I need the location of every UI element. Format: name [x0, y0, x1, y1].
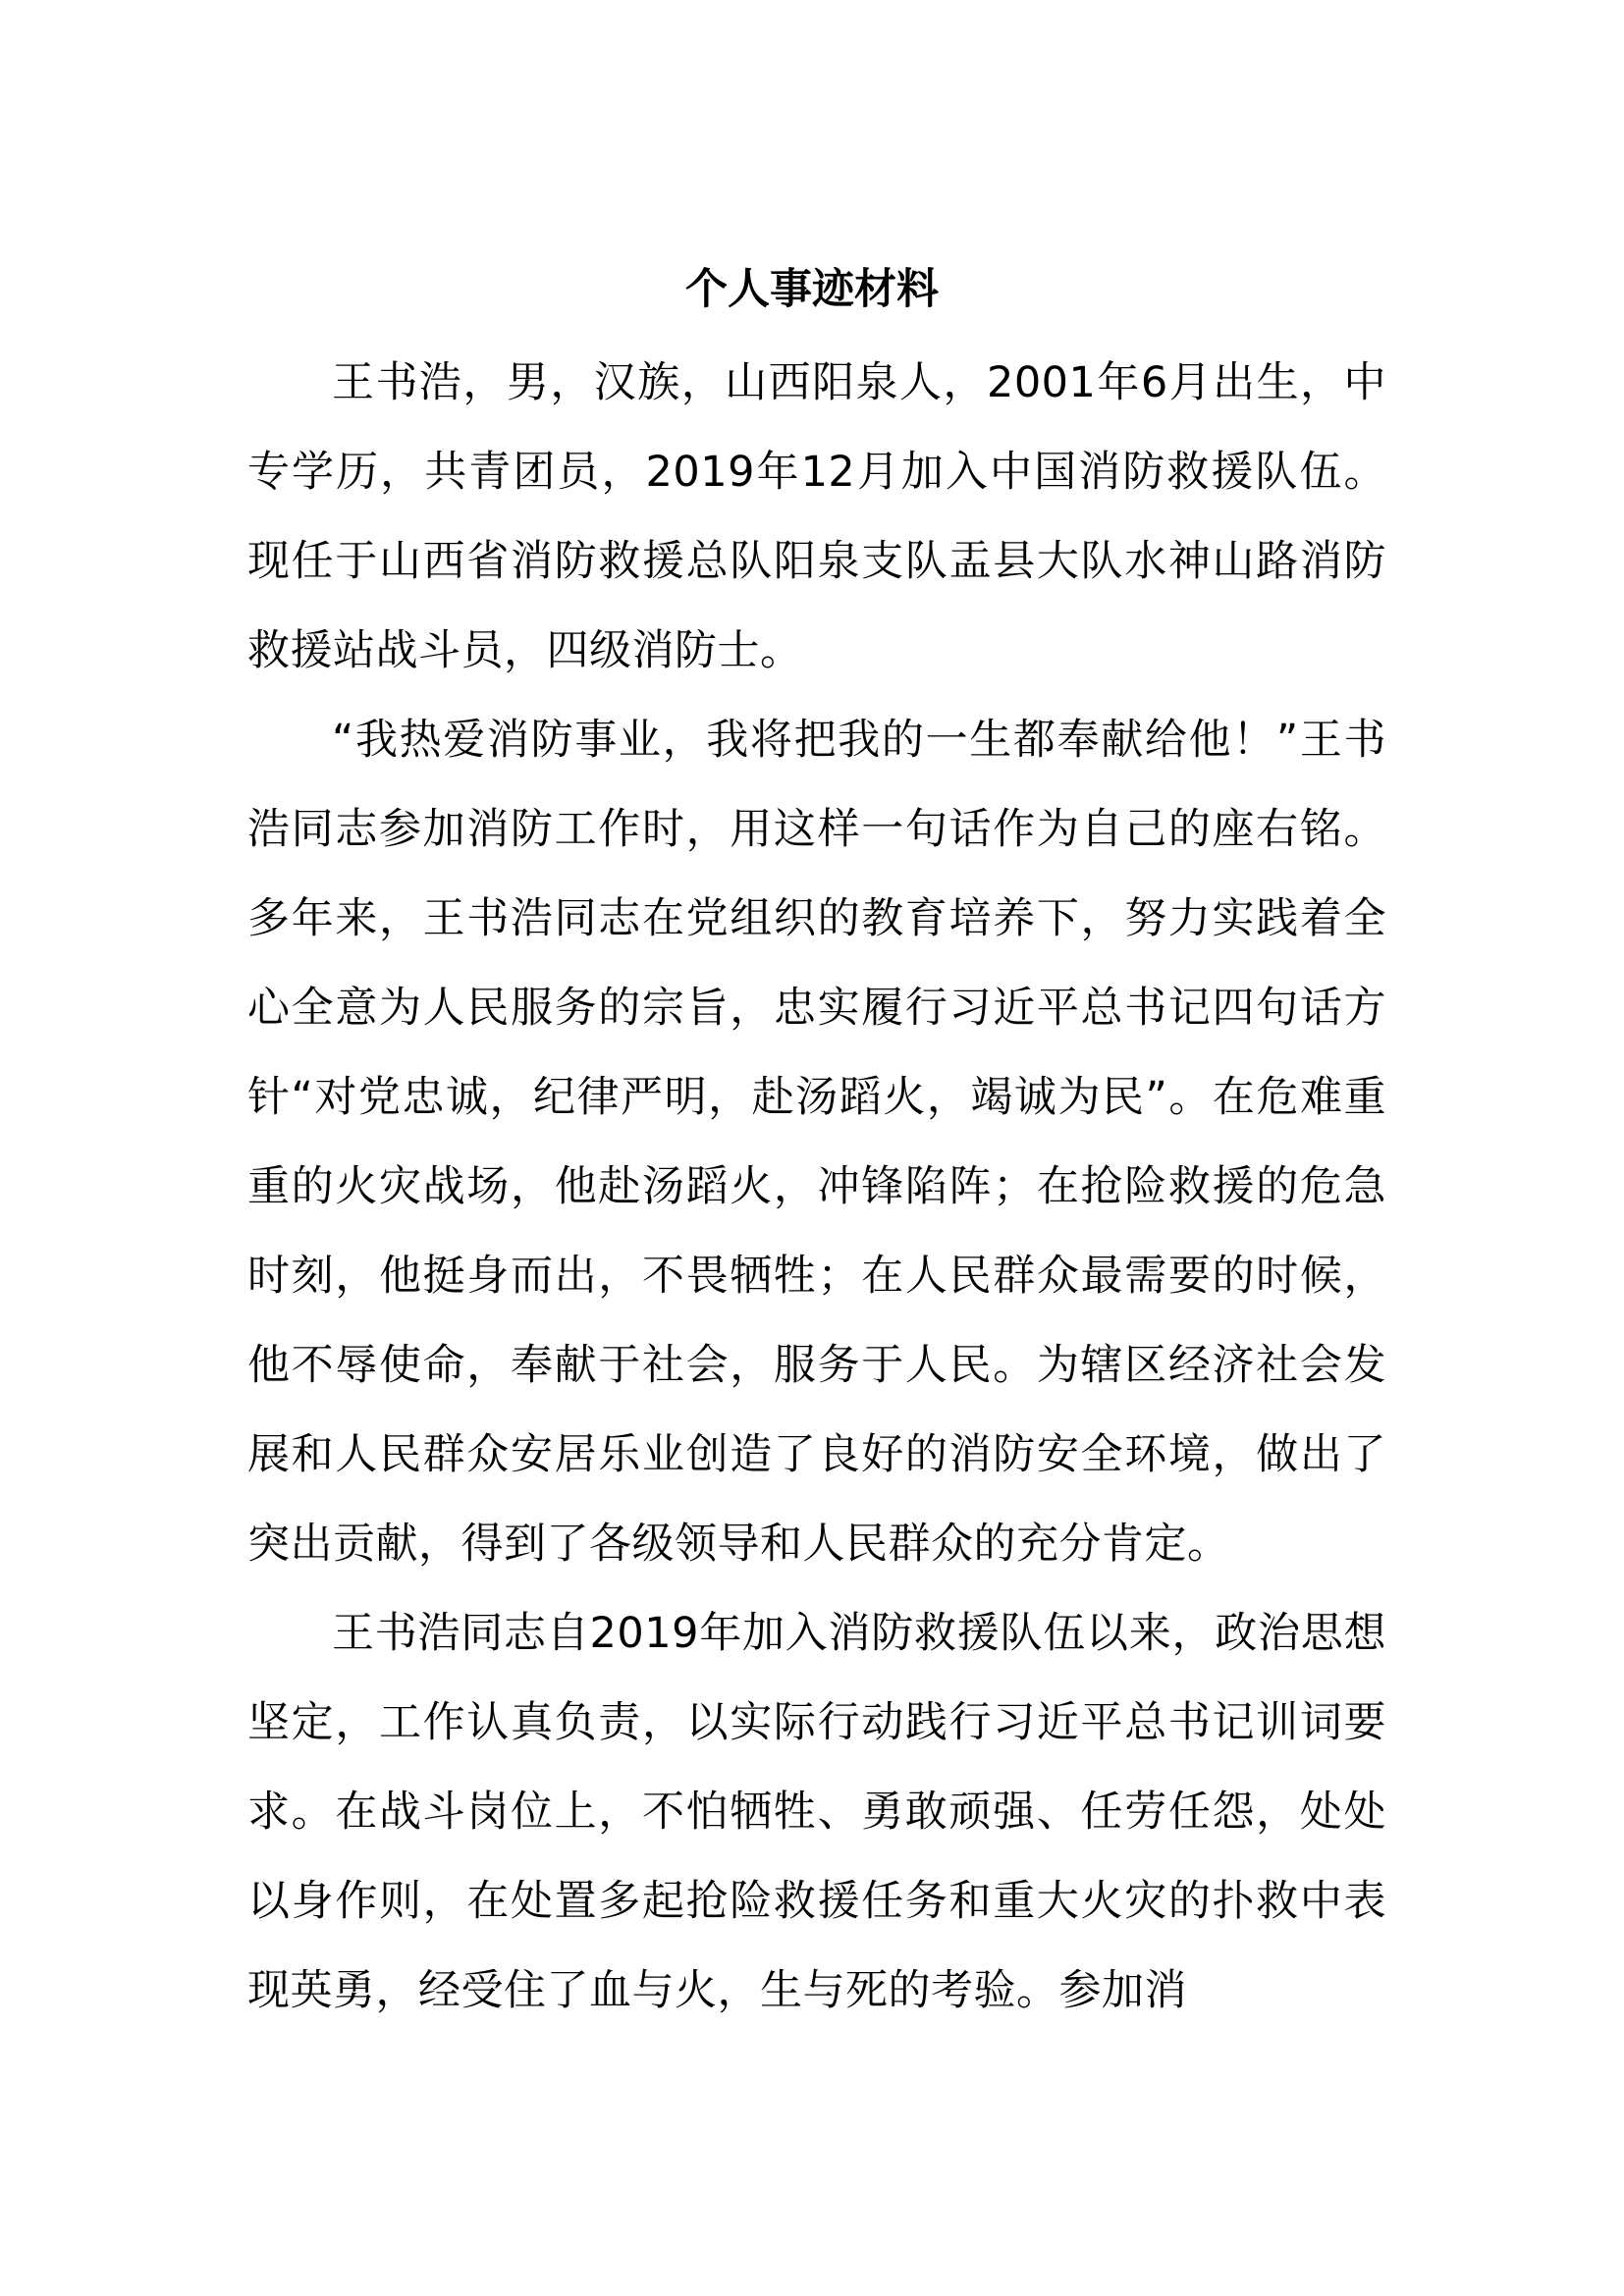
paragraph-personal-info: 王书浩，男，汉族，山西阳泉人，2001年6月出生，中专学历，共青团员，2019年12月加入中国消防救援队伍。现任于山西省消防救援总队阳泉支队盂县大队水神山路消防救援站战斗员，四级消防士。 [247, 358, 1386, 675]
document-title: 个人事迹材料 [685, 265, 939, 314]
paragraph-service-record: 王书浩同志自2019年加入消防救援队伍以来，政治思想坚定，工作认真负责，以实际行动践行习近平总书记训词要求。在战斗岗位上，不怕牺牲、勇敢顽强、任劳任怨，处处以身作则，在处置多起抢险救援任务和重大火灾的扑救中表现英勇，经受住了血与火，生与死的考验。参加消 [247, 1609, 1386, 2015]
document-body [247, 339, 1386, 2036]
paragraph-motto-and-deeds: “我热爱消防事业，我将把我的一生都奉献给他！”王书浩同志参加消防工作时，用这样一句话作为自己的座右铭。多年来，王书浩同志在党组织的教育培养下，努力实践着全心全意为人民服务的宗旨，忠实履行习近平总书记四句话方针“对党忠诚，纪律严明，赴汤蹈火，竭诚为民”。在危难重重的火灾战场，他赴汤蹈火，冲锋陷阵；在抢险救援的危急时刻，他挺身而出，不畏牺牲；在人民群众最需要的时候，他不辱使命，奉献于社会，服务于人民。为辖区经济社会发展和人民群众安居乐业创造了良好的消防安全环境，做出了突出贡献，得到了各级领导和人民群众的充分肯定。 [247, 716, 1386, 1569]
